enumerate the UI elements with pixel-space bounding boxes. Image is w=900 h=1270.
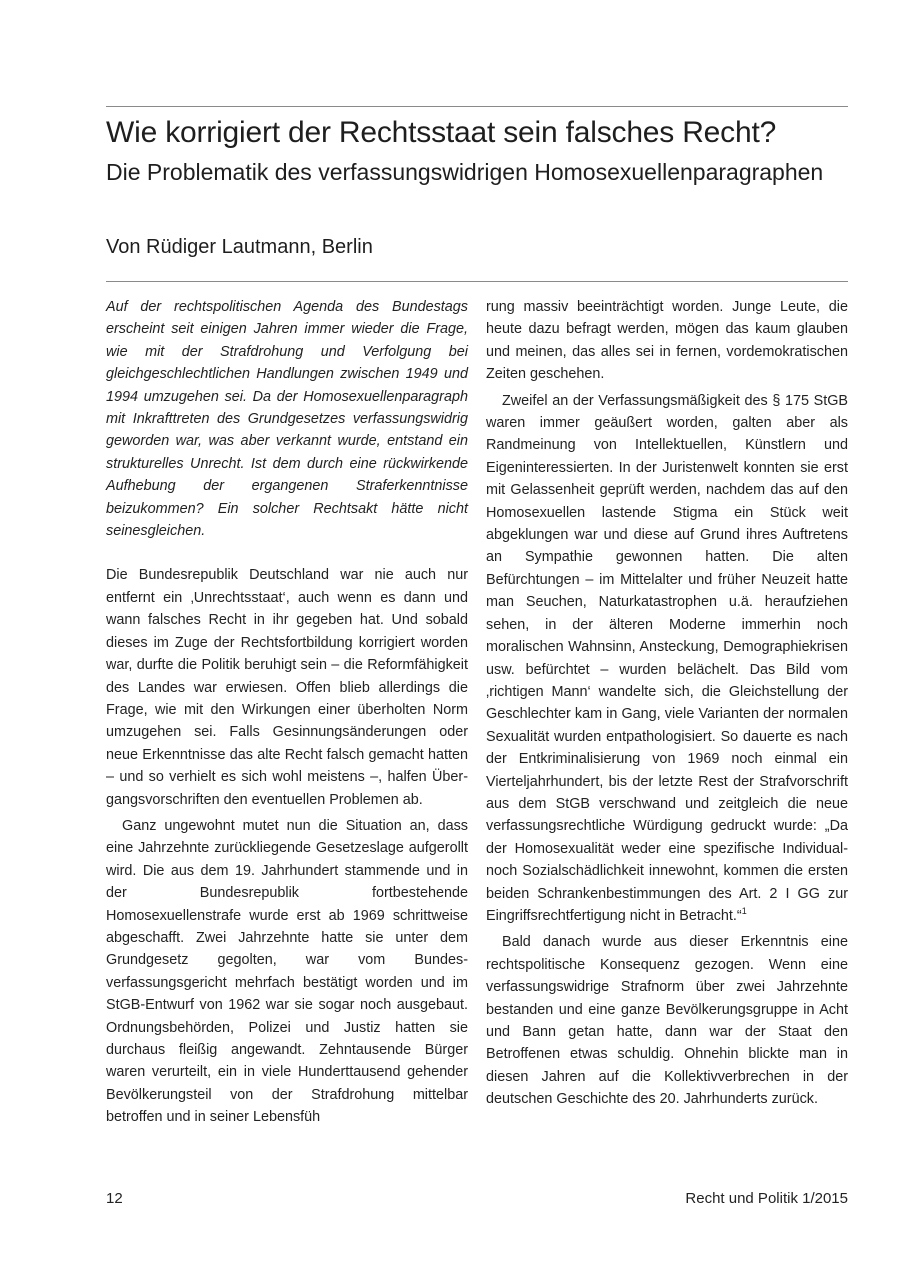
body-paragraph-continuation: rung massiv beeinträchtigt worden. Junge Leute, die heute dazu befragt werden, mögen das kaum glauben und meinen, das alles sei in fernen, vordemokratischen Zeiten geschehen.	[486, 299, 848, 383]
body-paragraph: Die Bundesrepublik Deutschland war nie auch nur entfernt ein ‚Unrechtsstaat‘, auch wenn es dann und wann falsches Recht in ihr gegeben hat. Und sobald dieses im Zuge der Rechtsfortbildung korrigiert worden war, durfte die Politik beruhigt sein – die Reformfähigkeit des Landes war erwiesen. Offen blieb allerdings die Frage, wie mit den Wirkungen einer überholten Norm umzugehen sei. Falls Gesinnungsänderungen oder neue Erkenntnisse das alte Recht falsch gemacht hatten – und so verhielt es sich wohl meistens –, halfen Übergangsvorschriften den eventuellen Problemen ab.	[106, 567, 468, 808]
body-paragraph	[486, 390, 848, 928]
left-column	[106, 296, 468, 1129]
abstract: Auf der rechtspolitischen Agenda des Bundestags erscheint seit einigen Jahren immer wieder die Frage, wie mit der Strafdrohung und Verfolgung bei gleichgeschlechtlichen Handlungen zwischen 1949 und 1994 umzugehen sei. Da der Homosexuellenparagraph mit Inkrafttreten des Grundgesetzes verfassungswidrig geworden war, was aber verkannt wurde, entstand ein strukturelles Unrecht. Ist dem durch eine rückwirkende Aufhebung der ergangenen Straferkenntnisse beizukommen? Ein solcher Rechtsakt hätte nicht seinesgleichen.	[106, 299, 468, 540]
footnote-marker[interactable]: 1	[741, 906, 747, 917]
body-paragraph: Bald danach wurde aus dieser Erkenntnis eine rechtspolitische Konsequenz gezogen. Wenn eine verfassungswidrige Strafnorm über zwei Jahrzehnte bestanden und eine ganze Bevölkerungsgruppe in Acht und Bann getan hatte, dann war der Staat den Betroffenen etwas schuldig. Ohnehin blickte man in diesen Jahren auf die Kollektivverbrechen in der deutschen Geschichte des 20. Jahrhunderts zurück.	[486, 934, 848, 1108]
body-paragraph: Ganz ungewohnt mutet nun die Situation an, dass eine Jahrzehnte zurückliegende Gesetzeslage aufgerollt wird. Die aus dem 19. Jahrhundert stammende und in der Bundesrepublik fortbestehende Homosexuellenstrafe wurde erst ab 1969 schrittweise abgeschafft. Zwei Jahrzehnte hatte sie unter dem Grundgesetz gegolten, war vom Bundesverfassungsgericht mehrfach bestätigt worden und im StGB-Entwurf von 1962 war sie sogar noch ausgebaut. Ordnungsbehörden, Polizei und Justiz hatten sie durchaus fleißig angewandt. Zehntausende Bürger waren verurteilt, ein in viele Hunderttausend gehender Bevölkerungsteil von der Strafdrohung mittelbar betroffen und in seiner Lebensfüh	[106, 817, 468, 1126]
header-rule	[106, 106, 848, 107]
page-number: 12	[106, 1190, 123, 1207]
article-title: Wie korrigiert der Rechtsstaat sein falsches Recht?	[106, 116, 777, 149]
journal-citation: Recht und Politik 1/2015	[685, 1190, 848, 1207]
right-column	[486, 296, 848, 1111]
paragraph-text: Zweifel an der Verfassungsmäßigkeit des § 175 StGB waren immer geäußert worden, galten aber als Randmeinung von Intellektuellen, Künstlern und Eigeninteressierten. In der Juristenwelt konnten sie erst mit Gelassenheit geprüft werden, nachdem das auf den Homosexuellen lastende Stigma ein Stück weit abgeklungen war und diese auf Grund ihres Auftretens an Sympathie gewonnen hatten. Die alten Befürchtungen – im Mittelalter und früher Neuzeit hatte man Seuchen, Naturkatastrophen u.ä. heraufziehen sehen, in der älteren Moderne immerhin noch moralischen Wahnsinn, Ansteckung, Demographiekrisen usw. befürchtet – wurden belächelt. Das Bild vom ‚richtigen Mann‘ wandelte sich, die Gleichstellung der Geschlechter kam in Gang, viele Varianten der normalen Sexualität wurden entpathologisiert. So dauerte es nach der Entkriminalisierung von 1969 noch einmal ein Vierteljahrhundert, bis der letzte Rest der Strafvorschrift aus dem StGB verschwand und zeitgleich die neue verfassungsrechtliche Würdigung gedruckt wurde: „Da der Homosexualität weder eine spezifische Individual- noch Sozialschädlichkeit innewohnt, kommen die ersten beiden Schrankenbestimmungen des Art. 2 I GG zur Eingriffsrechtfertigung nicht in Betracht.“	[486, 392, 848, 924]
title-rule	[106, 281, 848, 282]
article-subtitle: Die Problematik des verfassungswidrigen Homosexuellenparagraphen	[106, 159, 824, 185]
article-author: Von Rüdiger Lautmann, Berlin	[106, 236, 373, 258]
